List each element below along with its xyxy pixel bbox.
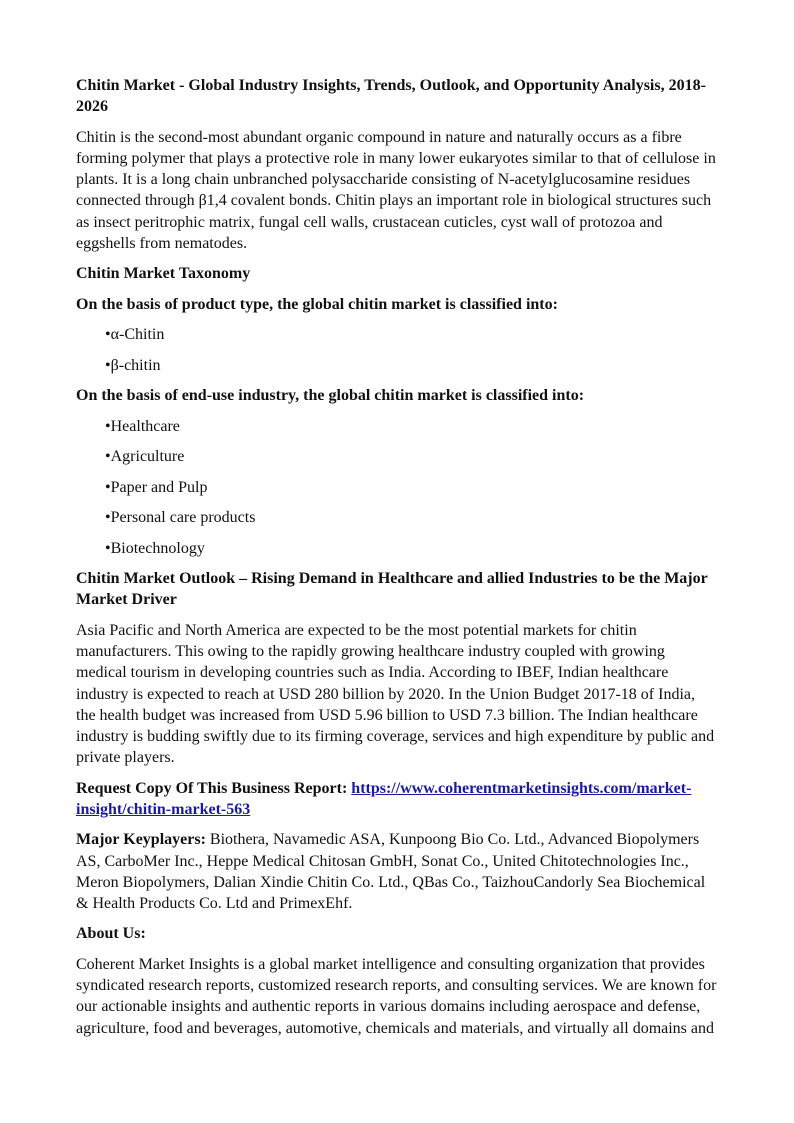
end-use-list (76, 416, 718, 559)
list-item-label: Personal care products (110, 509, 256, 527)
outlook-paragraph: Asia Pacific and North America are expected to be the most potential markets for chitin manufacturers. This owing to the rapidly growing healthcare industry coupled with growing medical tourism in developing countries such as India. According to IBEF, Indian healthcare industry is expected to reach at USD 280 billion by 2020. In the Union Budget 2017-18 of India, the health budget was increased from USD 5.96 billion to USD 7.3 billion. The Indian healthcare industry is budding swiftly due to its firming coverage, services and high expenditure by public and private players. (76, 621, 715, 767)
intro-paragraph: Chitin is the second-most abundant organic compound in nature and naturally occurs as a fibre forming polymer that plays a protective role in many lower eukaryotes similar to that of cellulose in plants. It is a long chain unbranched polysaccharide consisting of N-acetylglucosamine residues connected through β1,4 covalent bonds. Chitin plays an important role in biological structures such as insect peritrophic matrix, fungal cell walls, crustacean cuticles, cyst wall of protozoa and eggshells from nematodes. (76, 128, 716, 252)
about-paragraph: Coherent Market Insights is a global market intelligence and consulting organization that provides syndicated research reports, customized research reports, and consulting services. We are known for our actionable insights and authentic reports in various domains including aerospace and defense, agriculture, food and beverages, automotive, chemicals and materials, and virtually all domains and (76, 955, 717, 1037)
list-item-label: α-Chitin (110, 326, 165, 344)
product-type-list (76, 324, 718, 376)
list-item-label: β-chitin (110, 356, 161, 374)
bullet-icon: • (105, 509, 111, 527)
list-item-label: Agriculture (110, 448, 185, 466)
bullet-icon: • (105, 539, 111, 557)
keyplayers-paragraph (76, 829, 718, 914)
keyplayers-label: Major Keyplayers: (76, 831, 206, 849)
report-link[interactable]: https://www.coherentmarketinsights.com/market-insight/chitin-market-563 (76, 779, 692, 818)
list-item (76, 355, 718, 376)
bullet-icon: • (105, 448, 111, 466)
list-item-label: Biotechnology (110, 539, 205, 557)
about-heading: About Us: (76, 925, 146, 943)
document-title: Chitin Market - Global Industry Insights, Trends, Outlook, and Opportunity Analysis, 2018-2026 (76, 77, 706, 116)
list-item-label: Paper and Pulp (110, 478, 208, 496)
list-item (76, 477, 718, 498)
outlook-heading: Chitin Market Outlook – Rising Demand in Healthcare and allied Industries to be the Major Market Driver (76, 570, 708, 609)
list-item-label: Healthcare (110, 417, 180, 435)
list-item (76, 446, 718, 467)
bullet-icon: • (105, 417, 111, 435)
product-type-heading: On the basis of product type, the global chitin market is classified into: (76, 295, 558, 313)
document-page (76, 75, 718, 1048)
taxonomy-heading: Chitin Market Taxonomy (76, 265, 251, 283)
list-item (76, 416, 718, 437)
bullet-icon: • (105, 326, 111, 344)
request-copy-label: Request Copy Of This Business Report: (76, 779, 348, 797)
list-item (76, 324, 718, 345)
list-item (76, 538, 718, 559)
request-copy-paragraph (76, 778, 718, 820)
keyplayers-text: Biothera, Navamedic ASA, Kunpoong Bio Co. Ltd., Advanced Biopolymers AS, CarboMer Inc., Heppe Medical Chitosan GmbH, Sonat Co., United Chitotechnologies Inc., Meron Biopolymers, Dalian Xindie Chitin Co. Ltd., QBas Co., TaizhouCandorly Sea Biochemical & Health Products Co. Ltd and PrimexEhf. (76, 831, 706, 912)
end-use-heading: On the basis of end-use industry, the global chitin market is classified into: (76, 387, 585, 405)
list-item (76, 507, 718, 528)
bullet-icon: • (105, 478, 111, 496)
bullet-icon: • (105, 356, 111, 374)
